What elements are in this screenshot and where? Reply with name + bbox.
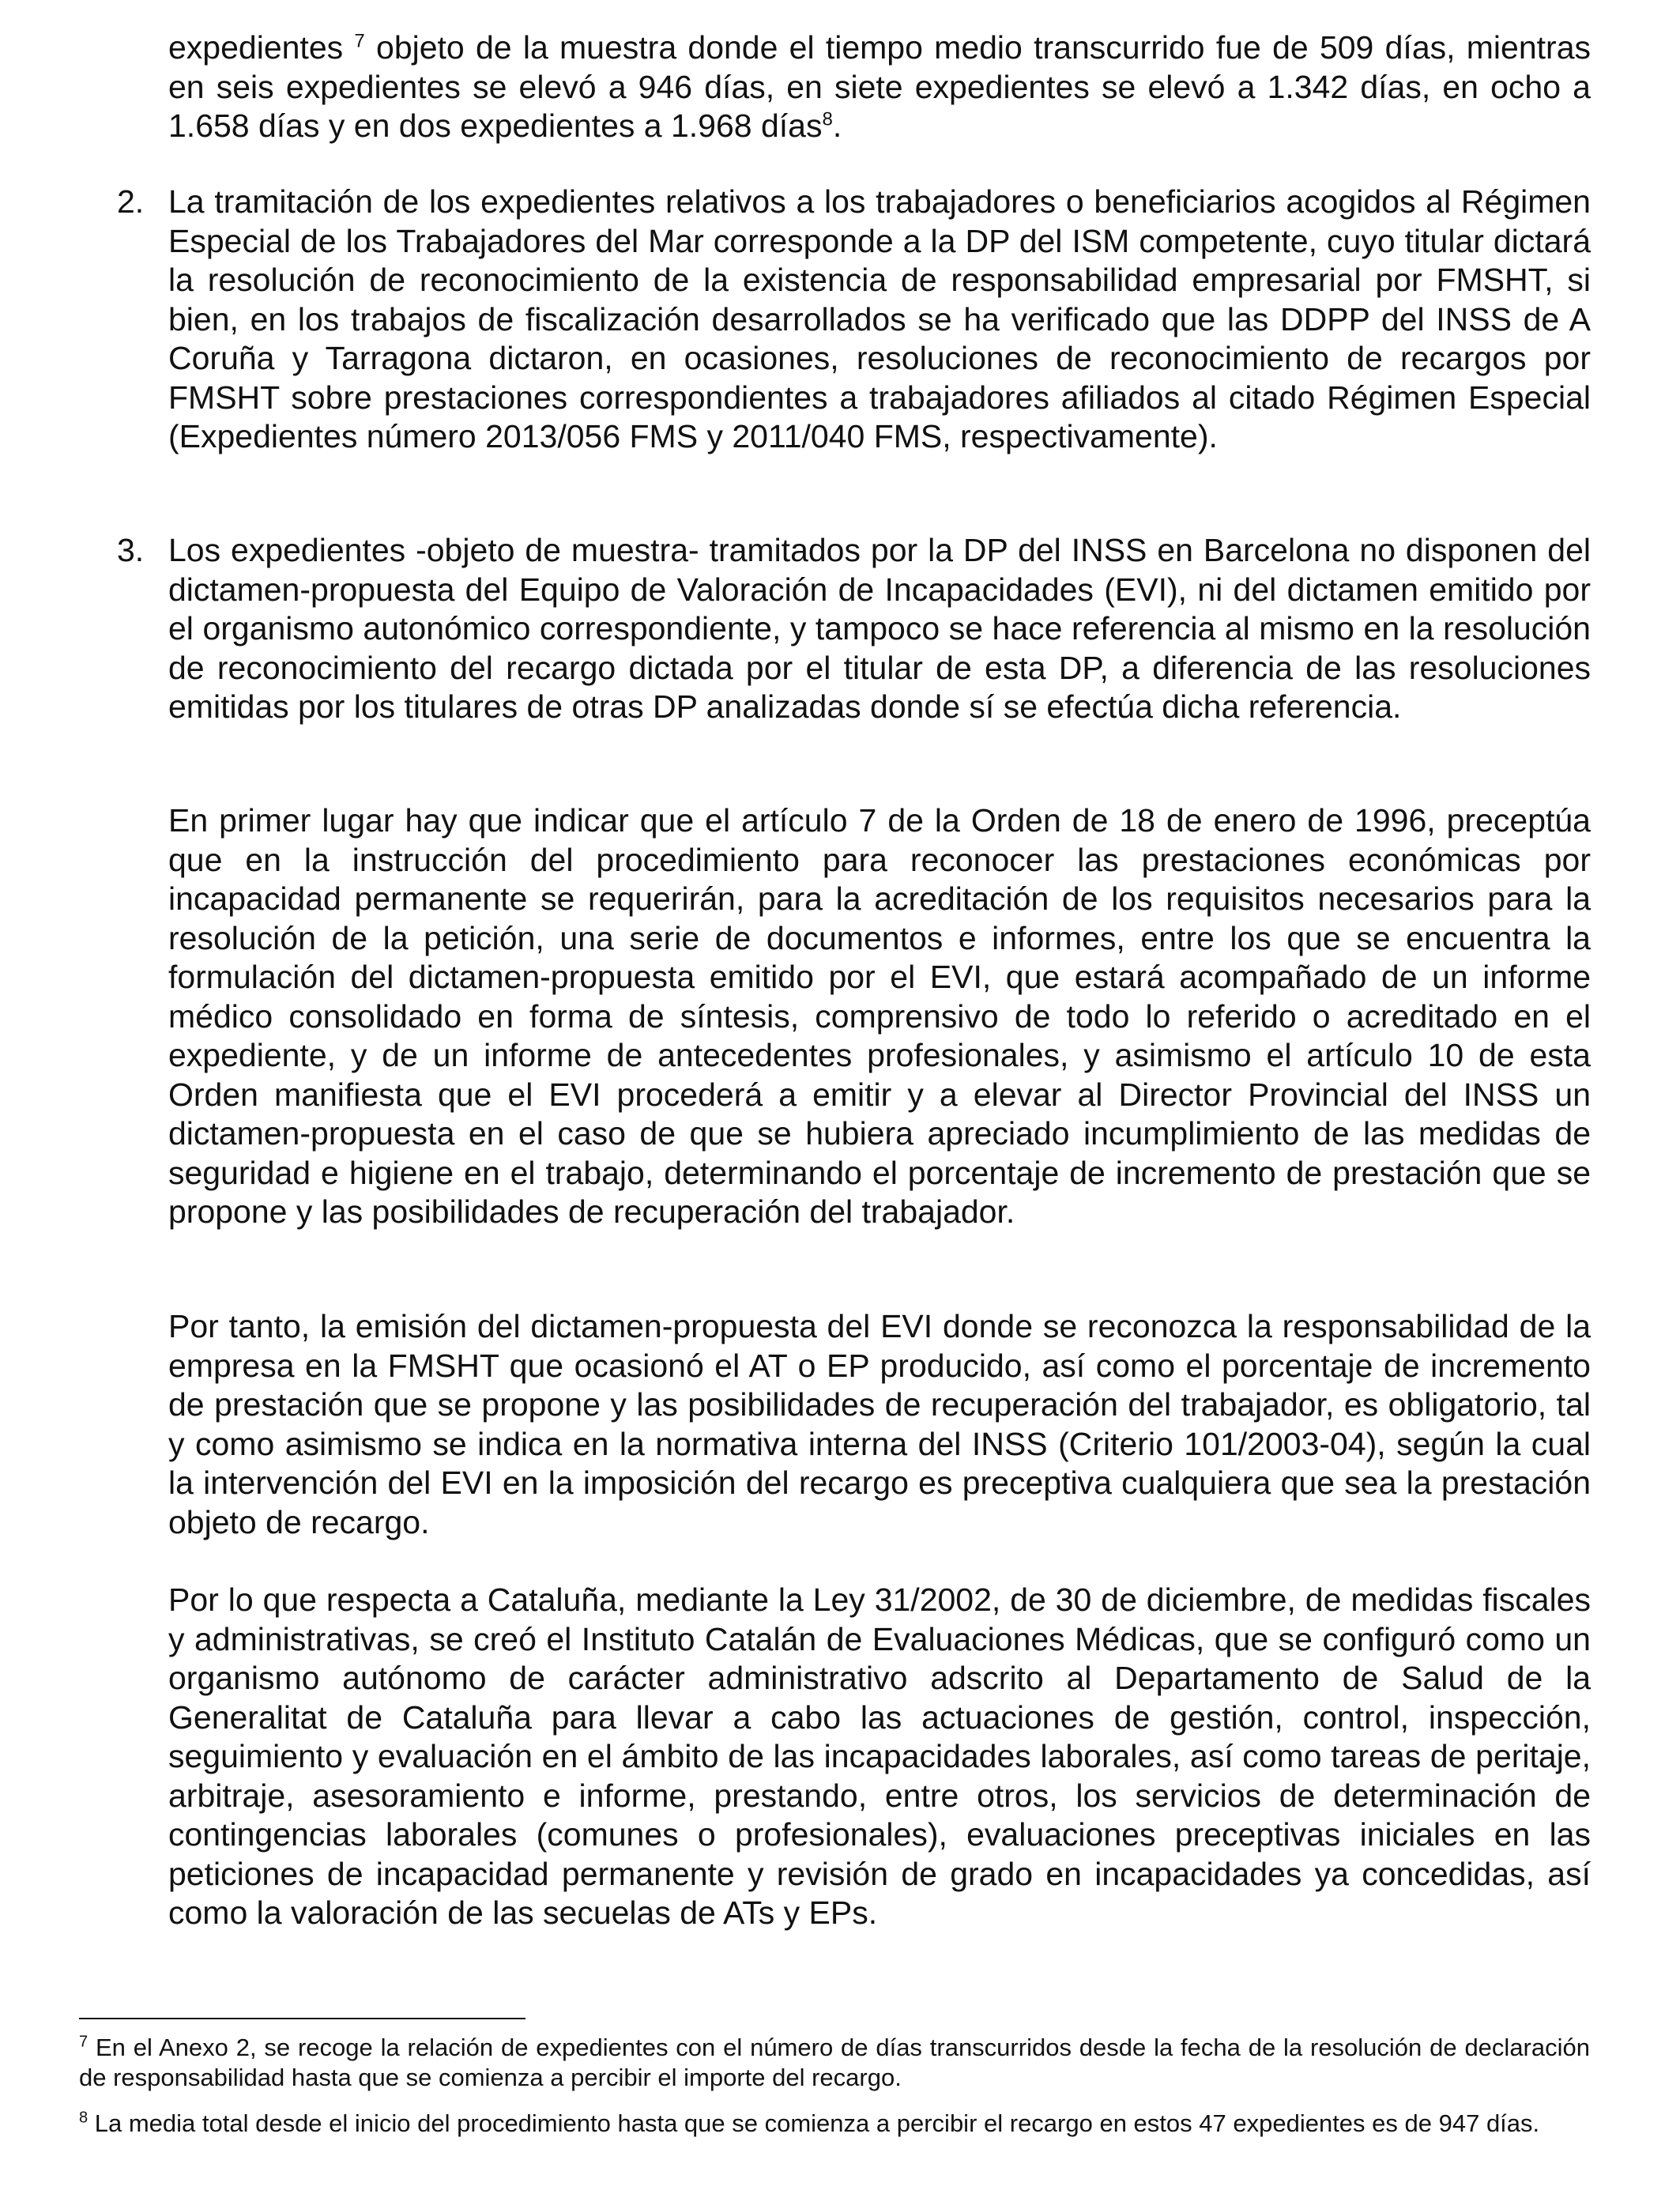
- footnote-ref-8[interactable]: 8: [822, 108, 833, 130]
- paragraph-intro-text-b: objeto de la muestra donde el tiempo medio transcurrido fue de 509 días, mientras en seis expedientes se elevó a 946 días, en siete expedientes se elevó a 1.342 días, en ocho a 1.658 días y en dos expedientes a 1.968 días: [168, 29, 1591, 144]
- list-item-3: [168, 531, 1591, 727]
- paragraph-orden-text: En primer lugar hay que indicar que el artículo 7 de la Orden de 18 de enero de 1996, preceptúa que en la instrucción del procedimiento para reconocer las prestaciones económicas por incapacidad permanente se requerirán, para la acreditación de los requisitos necesarios para la resolución de la petición, una serie de documentos e informes, entre los que se encuentra la formulación del dictamen-propuesta emitido por el EVI, que estará acompañado de un informe médico consolidado en forma de síntesis, comprensivo de todo lo referido o acreditado en el expediente, y de un informe de antecedentes profesionales, y asimismo el artículo 10 de esta Orden manifiesta que el EVI procederá a emitir y a elevar al Director Provincial del INSS un dictamen-propuesta en el caso de que se hubiera apreciado incumplimiento de las medidas de seguridad e higiene en el trabajo, determinando el porcentaje de incremento de prestación que se propone y las posibilidades de recuperación del trabajador.: [168, 802, 1591, 1230]
- footnote-7-text: En el Anexo 2, se recoge la relación de expedientes con el número de días transcurridos desde la fecha de la resolución de declaración de responsabilidad hasta que se comienza a percibir el importe del recargo.: [79, 2034, 1590, 2091]
- list-item-2-text: La tramitación de los expedientes relativos a los trabajadores o beneficiarios acogidos al Régimen Especial de los Trabajadores del Mar corresponde a la DP del ISM competente, cuyo titular dictará la resolución de reconocimiento de la existencia de responsabilidad empresarial por FMSHT, si bien, en los trabajos de fiscalización desarrollados se ha verificado que las DDPP del INSS de A Coruña y Tarragona dictaron, en ocasiones, resoluciones de reconocimiento de recargos por FMSHT sobre prestaciones correspondientes a trabajadores afiliados al citado Régimen Especial (Expedientes número 2013/056 FMS y 2011/040 FMS, respectivamente).: [168, 183, 1591, 454]
- list-number-3: 3.: [117, 532, 145, 568]
- footnote-7-mark: 7: [79, 2033, 89, 2051]
- footnote-8-mark: 8: [79, 2109, 89, 2127]
- footnote-ref-7[interactable]: 7: [354, 30, 365, 52]
- footnote-8-text: La media total desde el inicio del procedimiento hasta que se comienza a percibir el recargo en estos 47 expedientes es de 947 días.: [88, 2109, 1540, 2137]
- paragraph-por-tanto: [168, 1307, 1591, 1542]
- paragraph-intro: [168, 28, 1591, 146]
- footnote-separator: [79, 2018, 525, 2019]
- footnote-8: [79, 2109, 1590, 2139]
- list-number-2: 2.: [117, 183, 145, 220]
- paragraph-por-tanto-text: Por tanto, la emisión del dictamen-propuesta del EVI donde se reconozca la responsabilidad de la empresa en la FMSHT que ocasionó el AT o EP producido, así como el porcentaje de incremento de prestación que se propone y las posibilidades de recuperación del trabajador, es obligatorio, tal y como asimismo se indica en la normativa interna del INSS (Criterio 101/2003-04), según la cual la intervención del EVI en la imposición del recargo es preceptiva cualquiera que sea la prestación objeto de recargo.: [168, 1308, 1591, 1540]
- paragraph-intro-end: .: [832, 107, 842, 144]
- paragraph-intro-text-a: expedientes: [168, 29, 355, 66]
- list-item-3-text: Los expedientes -objeto de muestra- tramitados por la DP del INSS en Barcelona no disponen del dictamen-propuesta del Equipo de Valoración de Incapacidades (EVI), ni del dictamen emitido por el organismo autonómico correspondiente, y tampoco se hace referencia al mismo en la resolución de reconocimiento del recargo dictada por el titular de esta DP, a diferencia de las resoluciones emitidas por los titulares de otras DP analizadas donde sí se efectúa dicha referencia.: [168, 532, 1591, 725]
- paragraph-orden: [168, 801, 1591, 1232]
- footnote-7: [79, 2033, 1590, 2093]
- list-item-2: [168, 183, 1591, 457]
- paragraph-cataluna: [168, 1581, 1591, 1933]
- paragraph-cataluna-text: Por lo que respecta a Cataluña, mediante la Ley 31/2002, de 30 de diciembre, de medidas fiscales y administrativas, se creó el Instituto Catalán de Evaluaciones Médicas, que se configuró como un organismo autónomo de carácter administrativo adscrito al Departamento de Salud de la Generalitat de Cataluña para llevar a cabo las actuaciones de gestión, control, inspección, seguimiento y evaluación en el ámbito de las incapacidades laborales, así como tareas de peritaje, arbitraje, asesoramiento e informe, prestando, entre otros, los servicios de determinación de contingencias laborales (comunes o profesionales), evaluaciones preceptivas iniciales en las peticiones de incapacidad permanente y revisión de grado en incapacidades ya concedidas, así como la valoración de las secuelas de ATs y EPs.: [168, 1581, 1591, 1931]
